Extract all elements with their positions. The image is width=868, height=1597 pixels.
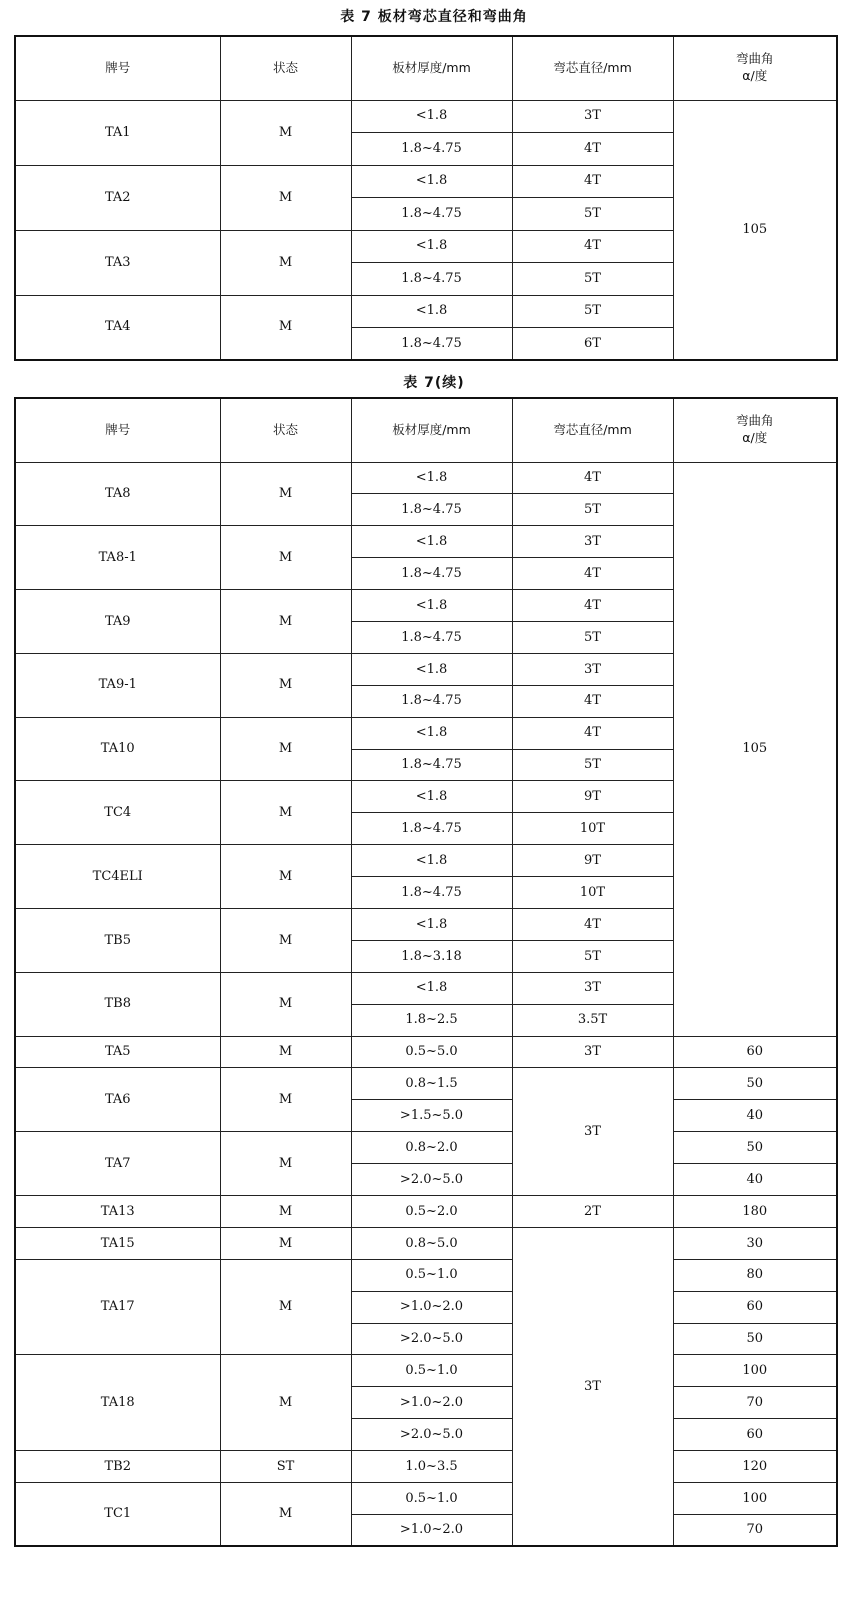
diameter-cell: 5T (512, 295, 673, 328)
angle-cell: 50 (673, 1068, 837, 1100)
diameter-cell: 4T (512, 717, 673, 749)
header-angle-line2: α/度 (742, 68, 768, 84)
diameter-cell: 3T (512, 1068, 673, 1196)
grade-cell: TA3 (15, 230, 220, 295)
thickness-cell: 1.8~4.75 (351, 749, 512, 781)
header-grade: 牌号 (15, 398, 220, 462)
table-row (15, 1483, 837, 1515)
diameter-cell: 3.5T (512, 1004, 673, 1036)
diameter-cell: 3T (512, 653, 673, 685)
angle-cell: 105 (673, 462, 837, 1036)
diameter-cell: 5T (512, 940, 673, 972)
state-cell: M (220, 100, 351, 165)
table-row (15, 462, 837, 494)
thickness-cell: 0.8~2.0 (351, 1132, 512, 1164)
thickness-cell: 0.5~5.0 (351, 1036, 512, 1068)
thickness-cell: <1.8 (351, 717, 512, 749)
diameter-cell: 4T (512, 462, 673, 494)
grade-cell: TA9 (15, 590, 220, 654)
header-angle-line1: 弯曲角 (735, 51, 774, 67)
grade-cell: TC4ELI (15, 845, 220, 909)
diameter-cell: 3T (512, 100, 673, 133)
header-angle (673, 36, 837, 100)
state-cell: M (220, 845, 351, 909)
diameter-cell: 4T (512, 908, 673, 940)
thickness-cell: <1.8 (351, 165, 512, 198)
diameter-cell: 3T (512, 1036, 673, 1068)
header-angle-line1: 弯曲角 (735, 413, 774, 429)
thickness-cell: 1.8~4.75 (351, 133, 512, 166)
thickness-cell: 0.5~1.0 (351, 1483, 512, 1515)
diameter-cell: 5T (512, 621, 673, 653)
thickness-cell: 0.8~1.5 (351, 1068, 512, 1100)
diameter-cell: 4T (512, 685, 673, 717)
thickness-cell: >1.0~2.0 (351, 1387, 512, 1419)
table2-header-row (15, 398, 837, 462)
thickness-cell: 0.5~2.0 (351, 1195, 512, 1227)
header-diameter: 弯芯直径/mm (512, 398, 673, 462)
angle-cell: 100 (673, 1483, 837, 1515)
diameter-cell: 4T (512, 590, 673, 622)
thickness-cell: <1.8 (351, 845, 512, 877)
table1-caption: 表 7 板材弯芯直径和弯曲角 (340, 9, 528, 25)
header-thickness: 板材厚度/mm (351, 36, 512, 100)
diameter-cell: 3T (512, 526, 673, 558)
thickness-cell: 1.8~4.75 (351, 558, 512, 590)
diameter-cell: 5T (512, 749, 673, 781)
thickness-cell: 1.8~4.75 (351, 198, 512, 231)
table2-caption: 表 7(续) (403, 375, 465, 391)
angle-cell: 70 (673, 1514, 837, 1546)
thickness-cell: >2.0~5.0 (351, 1164, 512, 1196)
diameter-cell: 9T (512, 781, 673, 813)
grade-cell: TA18 (15, 1355, 220, 1451)
grade-cell: TA15 (15, 1227, 220, 1259)
header-grade: 牌号 (15, 36, 220, 100)
angle-cell: 60 (673, 1291, 837, 1323)
diameter-cell: 4T (512, 133, 673, 166)
state-cell: M (220, 781, 351, 845)
state-cell: M (220, 1355, 351, 1451)
thickness-cell: 1.8~4.75 (351, 685, 512, 717)
thickness-cell: <1.8 (351, 100, 512, 133)
state-cell: M (220, 1227, 351, 1259)
header-state: 状态 (220, 398, 351, 462)
diameter-cell: 10T (512, 877, 673, 909)
thickness-cell: 1.8~4.75 (351, 621, 512, 653)
state-cell: M (220, 1483, 351, 1547)
state-cell: M (220, 908, 351, 972)
state-cell: M (220, 972, 351, 1036)
grade-cell: TA9-1 (15, 653, 220, 717)
state-cell: M (220, 590, 351, 654)
diameter-cell: 4T (512, 230, 673, 263)
grade-cell: TA2 (15, 165, 220, 230)
grade-cell: TA6 (15, 1068, 220, 1132)
thickness-cell: 0.5~1.0 (351, 1259, 512, 1291)
angle-cell: 60 (673, 1419, 837, 1451)
thickness-cell: <1.8 (351, 462, 512, 494)
state-cell: M (220, 462, 351, 526)
thickness-cell: 1.8~3.18 (351, 940, 512, 972)
angle-cell: 105 (673, 100, 837, 360)
thickness-cell: <1.8 (351, 908, 512, 940)
state-cell: M (220, 1068, 351, 1132)
angle-cell: 60 (673, 1036, 837, 1068)
grade-cell: TA5 (15, 1036, 220, 1068)
grade-cell: TC1 (15, 1483, 220, 1547)
diameter-cell: 4T (512, 558, 673, 590)
diameter-cell: 4T (512, 165, 673, 198)
table-row (15, 1259, 837, 1291)
thickness-cell: <1.8 (351, 590, 512, 622)
grade-cell: TA1 (15, 100, 220, 165)
thickness-cell: 1.8~4.75 (351, 877, 512, 909)
grade-cell: TA10 (15, 717, 220, 781)
table1-header-row (15, 36, 837, 100)
thickness-cell: <1.8 (351, 295, 512, 328)
header-angle-line2: α/度 (742, 430, 768, 446)
diameter-cell: 6T (512, 328, 673, 361)
diameter-cell: 3T (512, 1227, 673, 1546)
diameter-cell: 2T (512, 1195, 673, 1227)
table-row (15, 1451, 837, 1483)
angle-cell: 80 (673, 1259, 837, 1291)
table-row (15, 1355, 837, 1387)
table-row (15, 1036, 837, 1068)
angle-cell: 30 (673, 1227, 837, 1259)
table-row (15, 1195, 837, 1227)
angle-cell: 40 (673, 1164, 837, 1196)
diameter-cell: 3T (512, 972, 673, 1004)
thickness-cell: >1.0~2.0 (351, 1514, 512, 1546)
diameter-cell: 9T (512, 845, 673, 877)
state-cell: M (220, 526, 351, 590)
state-cell: M (220, 1036, 351, 1068)
grade-cell: TB8 (15, 972, 220, 1036)
thickness-cell: 0.8~5.0 (351, 1227, 512, 1259)
thickness-cell: >1.5~5.0 (351, 1100, 512, 1132)
angle-cell: 120 (673, 1451, 837, 1483)
state-cell: M (220, 1132, 351, 1196)
thickness-cell: 1.8~4.75 (351, 494, 512, 526)
thickness-cell: 0.5~1.0 (351, 1355, 512, 1387)
thickness-cell: <1.8 (351, 972, 512, 1004)
thickness-cell: >1.0~2.0 (351, 1291, 512, 1323)
angle-cell: 70 (673, 1387, 837, 1419)
state-cell: M (220, 717, 351, 781)
state-cell: M (220, 230, 351, 295)
table-row (15, 100, 837, 133)
grade-cell: TB5 (15, 908, 220, 972)
thickness-cell: >2.0~5.0 (351, 1419, 512, 1451)
grade-cell: TA7 (15, 1132, 220, 1196)
thickness-cell: 1.8~4.75 (351, 263, 512, 296)
bend-table-1 (14, 35, 838, 361)
thickness-cell: <1.8 (351, 230, 512, 263)
header-diameter: 弯芯直径/mm (512, 36, 673, 100)
diameter-cell: 10T (512, 813, 673, 845)
angle-cell: 180 (673, 1195, 837, 1227)
diameter-cell: 5T (512, 494, 673, 526)
grade-cell: TB2 (15, 1451, 220, 1483)
table-row (15, 1132, 837, 1164)
grade-cell: TC4 (15, 781, 220, 845)
angle-cell: 100 (673, 1355, 837, 1387)
state-cell: M (220, 295, 351, 360)
grade-cell: TA13 (15, 1195, 220, 1227)
state-cell: M (220, 165, 351, 230)
header-angle (673, 398, 837, 462)
table-row (15, 1068, 837, 1100)
grade-cell: TA4 (15, 295, 220, 360)
header-thickness: 板材厚度/mm (351, 398, 512, 462)
thickness-cell: 1.8~4.75 (351, 813, 512, 845)
thickness-cell: <1.8 (351, 653, 512, 685)
diameter-cell: 5T (512, 263, 673, 296)
bend-table-2 (14, 397, 838, 1547)
grade-cell: TA8 (15, 462, 220, 526)
state-cell: ST (220, 1451, 351, 1483)
thickness-cell: 1.8~4.75 (351, 328, 512, 361)
grade-cell: TA8-1 (15, 526, 220, 590)
thickness-cell: 1.8~2.5 (351, 1004, 512, 1036)
thickness-cell: <1.8 (351, 526, 512, 558)
grade-cell: TA17 (15, 1259, 220, 1355)
state-cell: M (220, 653, 351, 717)
thickness-cell: 1.0~3.5 (351, 1451, 512, 1483)
angle-cell: 50 (673, 1323, 837, 1355)
header-state: 状态 (220, 36, 351, 100)
state-cell: M (220, 1195, 351, 1227)
table-row (15, 1227, 837, 1259)
angle-cell: 50 (673, 1132, 837, 1164)
thickness-cell: >2.0~5.0 (351, 1323, 512, 1355)
diameter-cell: 5T (512, 198, 673, 231)
thickness-cell: <1.8 (351, 781, 512, 813)
state-cell: M (220, 1259, 351, 1355)
angle-cell: 40 (673, 1100, 837, 1132)
